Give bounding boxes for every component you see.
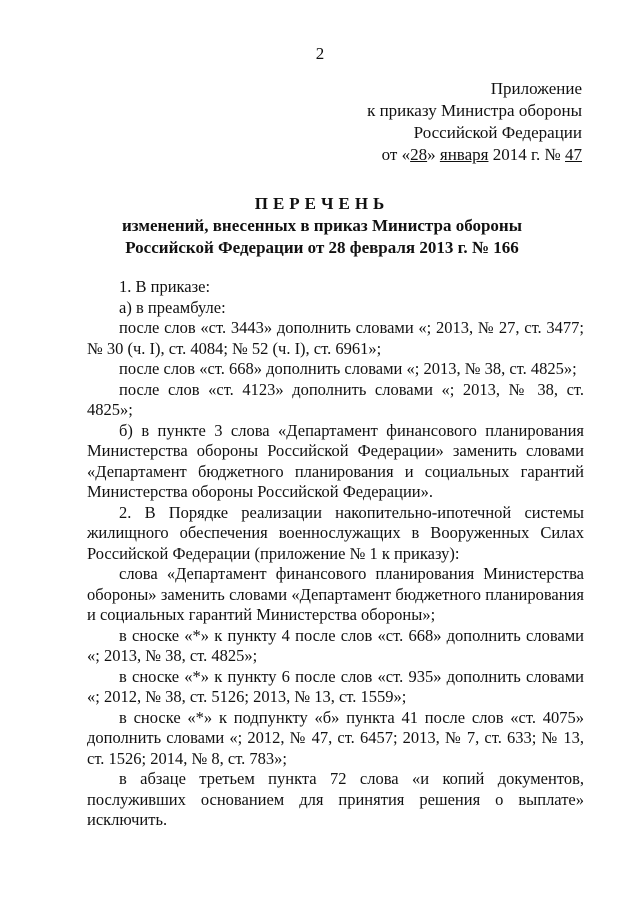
appendix-line-2: к приказу Министра обороны xyxy=(367,101,582,120)
paragraph: после слов «ст. 668» дополнить словами «; 2013, № 38, ст. 4825»; xyxy=(119,359,577,378)
title-subtitle-1: изменений, внесенных в приказ Министра обороны xyxy=(121,216,522,235)
title-subtitle-2: Российской Федерации от 28 февраля 2013 г. № 166 xyxy=(125,238,519,257)
date-mid: » xyxy=(427,145,436,164)
appendix-date-line xyxy=(342,144,582,166)
paragraph: 2. В Порядке реализации накопительно-ипотечной системы жилищного обеспечения военнослужащих в Вооруженных Силах Российской Федерации (приложение № 1 к приказу): xyxy=(87,502,584,563)
date-month: января xyxy=(439,145,489,164)
document-body xyxy=(87,277,584,831)
paragraph: после слов «ст. 4123» дополнить словами «; 2013, № 38, ст. 4825»; xyxy=(87,379,584,419)
appendix-line-3: Российской Федерации xyxy=(413,123,582,142)
paragraph: б) в пункте 3 слова «Департамент финансового планирования Министерства обороны Российской Федерации» заменить словами «Департамент бюджетного планирования и социальных гарантий Министерства обороны Российской Федерации». xyxy=(87,420,584,501)
paragraph: а) в преамбуле: xyxy=(119,297,226,317)
date-year: 2014 г. № xyxy=(488,145,565,164)
appendix-line-1: Приложение xyxy=(490,79,582,98)
document-title xyxy=(60,193,584,259)
title-heading: ПЕРЕЧЕНЬ xyxy=(254,194,390,213)
order-number: 47 xyxy=(565,145,582,164)
appendix-header xyxy=(342,78,582,166)
paragraph: после слов «ст. 3443» дополнить словами «; 2013, № 27, ст. 3477; № 30 (ч. I), ст. 4084; № 52 (ч. I), ст. 6961»; xyxy=(87,318,584,358)
paragraph: в сноске «*» к пункту 4 после слов «ст. 668» дополнить словами «; 2013, № 38, ст. 4825»; xyxy=(87,625,584,665)
paragraph: 1. В приказе: xyxy=(119,277,211,296)
paragraph: в сноске «*» к пункту 6 после слов «ст. 935» дополнить словами «; 2012, № 38, ст. 5126; 2013, № 13, ст. 1559»; xyxy=(87,666,584,706)
date-prefix: от « xyxy=(381,145,411,164)
paragraph: слова «Департамент финансового планирования Министерства обороны» заменить словами «Департамент бюджетного планирования и социальных гарантий Министерства обороны»; xyxy=(87,564,584,624)
page-number: 2 xyxy=(315,44,325,63)
date-day: 28 xyxy=(410,145,428,164)
paragraph: в абзаце третьем пункта 72 слова «и копий документов, послуживших основанием для принятия решения о выплате» исключить. xyxy=(87,769,584,829)
paragraph: в сноске «*» к подпункту «б» пункта 41 после слов «ст. 4075» дополнить словами «; 2012, № 47, ст. 6457; 2013, № 7, ст. 633; № 13, ст. 1526; 2014, № 8, ст. 783»; xyxy=(87,707,584,768)
